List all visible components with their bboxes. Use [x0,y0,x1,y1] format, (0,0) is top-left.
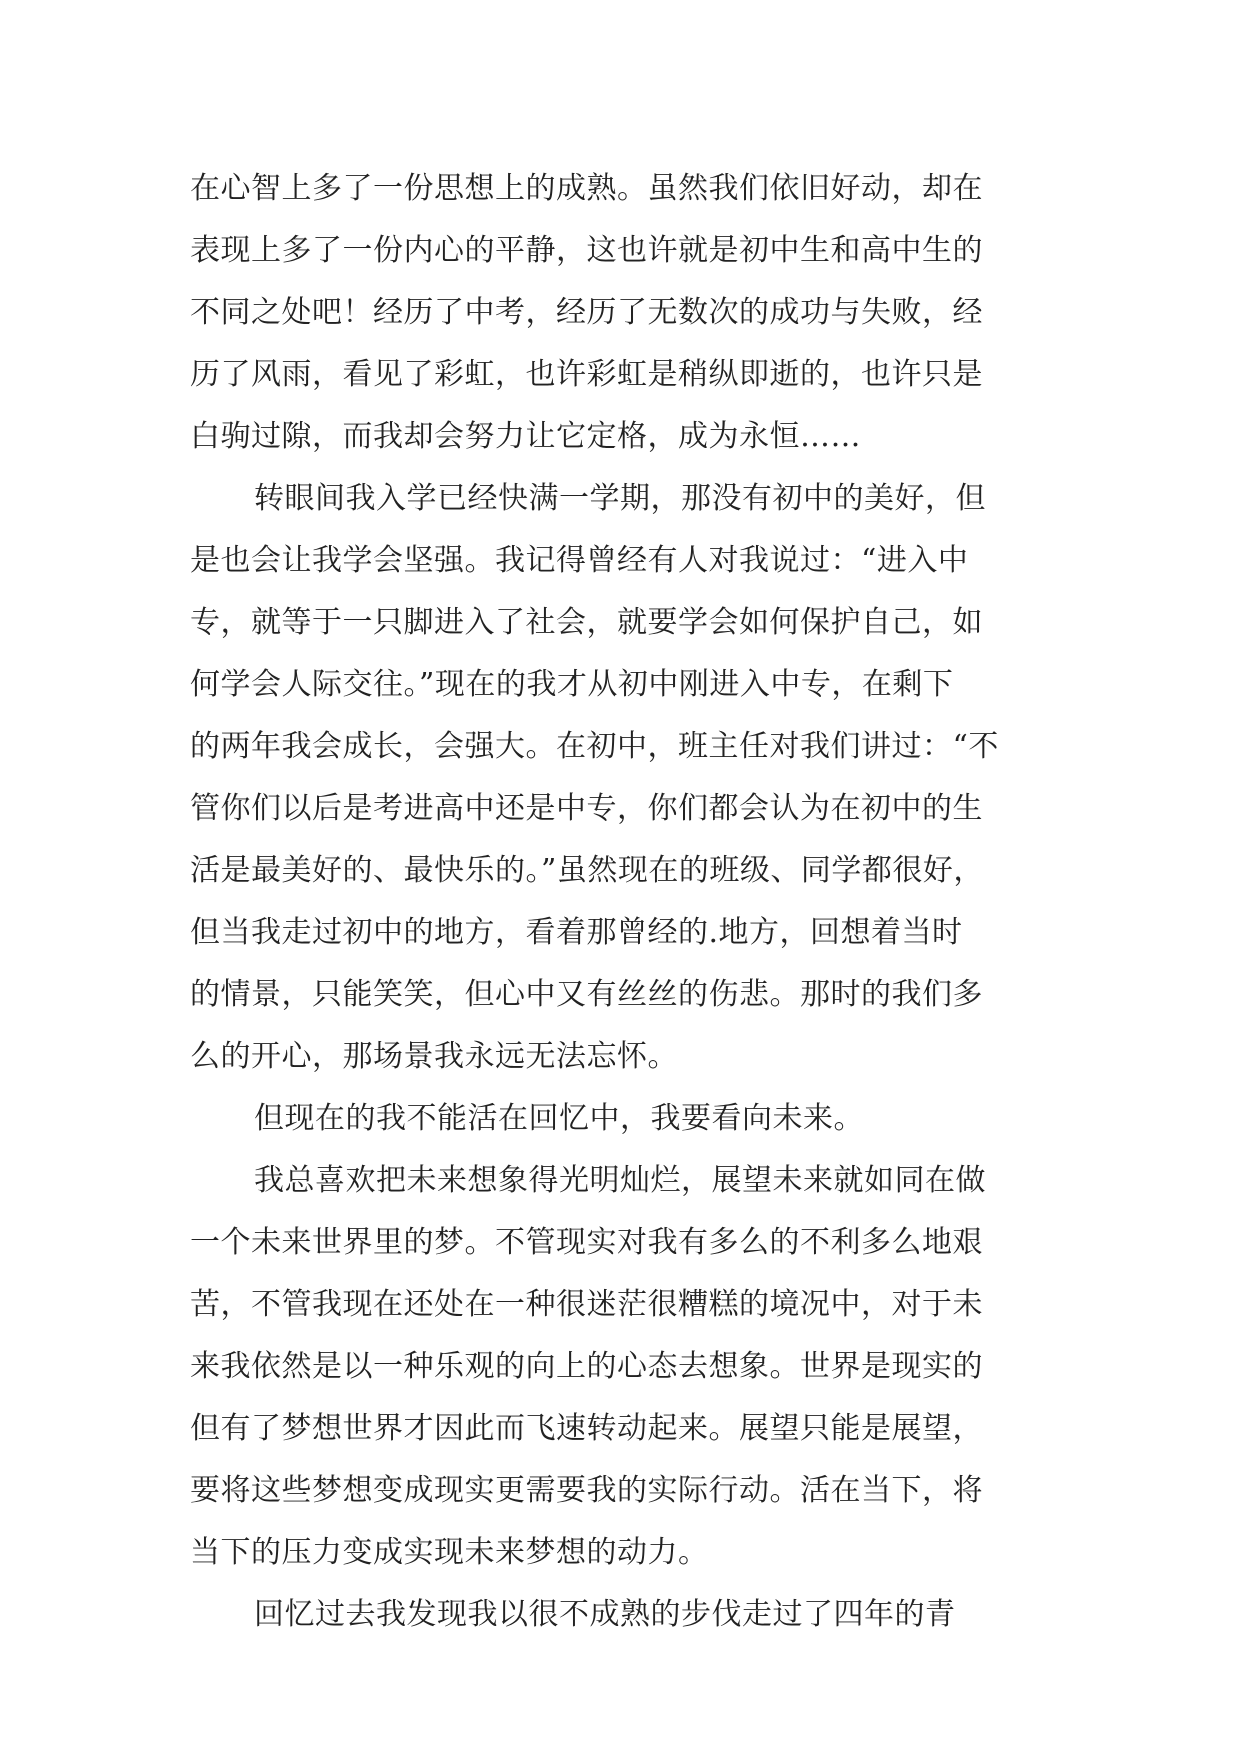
text-line: 在心智上多了一份思想上的成熟。虽然我们依旧好动，却在 [190,171,983,206]
text-line: 是也会让我学会坚强。我记得曾经有人对我说过：“进入中 [190,543,969,578]
text-line: 历了风雨，看见了彩虹，也许彩虹是稍纵即逝的，也许只是 [190,357,983,392]
text-line: 苦，不管我现在还处在一种很迷茫很糟糕的境况中，对于未 [190,1287,983,1322]
text-line: 一个未来世界里的梦。不管现实对我有多么的不利多么地艰 [190,1225,983,1260]
text-line: 但当我走过初中的地方，看着那曾经的.地方，回想着当时 [190,915,963,950]
paragraph-start-line: 回忆过去我发现我以很不成熟的步伐走过了四年的青 [254,1597,956,1632]
text-line: 何学会人际交往。”现在的我才从初中刚进入中专，在剩下 [190,667,954,702]
text-line: 来我依然是以一种乐观的向上的心态去想象。世界是现实的 [190,1349,983,1384]
paragraph-start-line: 但现在的我不能活在回忆中，我要看向未来。 [254,1101,864,1136]
text-line: 么的开心，那场景我永远无法忘怀。 [190,1039,678,1074]
text-line: 不同之处吧！经历了中考，经历了无数次的成功与失败，经 [190,295,983,330]
text-line: 管你们以后是考进高中还是中专，你们都会认为在初中的生 [190,791,983,826]
body-text [190,158,1050,1646]
paragraph-start-line: 我总喜欢把未来想象得光明灿烂，展望未来就如同在做 [254,1163,986,1198]
text-line: 要将这些梦想变成现实更需要我的实际行动。活在当下，将 [190,1473,983,1508]
text-line: 但有了梦想世界才因此而飞速转动起来。展望只能是展望， [190,1411,983,1446]
text-line: 的两年我会成长，会强大。在初中，班主任对我们讲过：“不 [190,729,999,764]
text-line: 白驹过隙，而我却会努力让它定格，成为永恒…… [190,419,861,454]
text-line: 活是最美好的、最快乐的。”虽然现在的班级、同学都很好， [190,853,984,888]
text-line: 当下的压力变成实现未来梦想的动力。 [190,1535,709,1570]
text-line: 表现上多了一份内心的平静，这也许就是初中生和高中生的 [190,233,983,268]
text-line: 的情景，只能笑笑，但心中又有丝丝的伤悲。那时的我们多 [190,977,983,1012]
text-line: 专，就等于一只脚进入了社会，就要学会如何保护自己，如 [190,605,983,640]
paragraph-start-line: 转眼间我入学已经快满一学期，那没有初中的美好，但 [254,481,986,516]
